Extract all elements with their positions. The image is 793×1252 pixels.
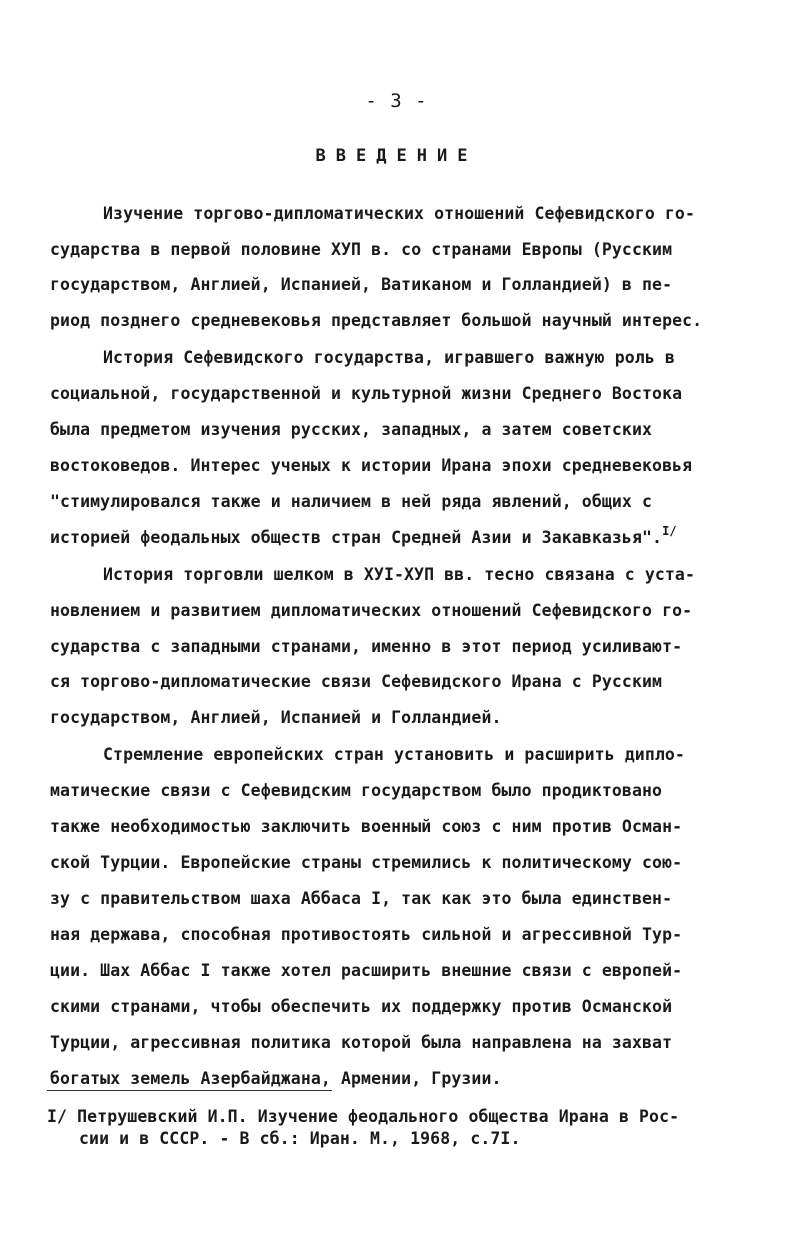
paragraph-2-line-4: востоковедов. Интерес ученых к истории Ирана эпохи средневековья: [50, 456, 693, 475]
footnote-separator: [47, 1090, 332, 1091]
paragraph-2-line-5: "стимулировался также и наличием в ней ряда явлений, общих с: [50, 492, 653, 511]
footnote-line-1: [47, 1106, 679, 1128]
paragraph-4-line-5: зу с правительством шаха Аббаса I, так как это была единствен-: [50, 889, 673, 908]
footnote-line-2: сии и в СССР. - В сб.: Иран. М., 1968, с.7I.: [79, 1129, 521, 1148]
footnote-reference: I/: [662, 524, 677, 538]
paragraph-4-line-1: Стремление европейских стран установить и расширить дипло-: [103, 745, 685, 764]
paragraph-2-line-2: социальной, государственной и культурной жизни Среднего Востока: [50, 384, 683, 403]
paragraph-4-line-2: матические связи с Сефевидским государством было продиктовано: [50, 781, 663, 800]
page-number: - 3 -: [365, 90, 428, 112]
paragraph-1-line-2: сударства в первой половине ХУП в. со странами Европы (Русским: [50, 240, 673, 259]
section-heading: ВВЕДЕНИЕ: [315, 146, 478, 166]
paragraph-4-line-8: скими странами, чтобы обеспечить их поддержку против Османской: [50, 997, 673, 1016]
footnote-marker: I/: [47, 1107, 68, 1126]
paragraph-1-line-4: риод позднего средневековья представляет большой научный интерес.: [50, 311, 703, 330]
paragraph-2-line-1: История Сефевидского государства, игравшего важную роль в: [103, 348, 675, 367]
paragraph-3-line-3: сударства с западными странами, именно в этот период усиливают-: [50, 637, 683, 656]
footnote-text-1: Петрушевский И.П. Изучение феодального общества Ирана в Рос-: [77, 1107, 680, 1126]
paragraph-1-line-3: государством, Англией, Испанией, Ватиканом и Голландией) в пе-: [50, 275, 673, 294]
paragraph-3-line-1: История торговли шелком в ХУI-ХУП вв. тесно связана с уста-: [103, 565, 695, 584]
paragraph-4-line-10: богатых земель Азербайджана, Армении, Грузии.: [50, 1069, 502, 1088]
paragraph-3-line-2: новлением и развитием дипломатических отношений Сефевидского го-: [50, 601, 693, 620]
paragraph-4-line-7: ции. Шах Аббас I также хотел расширить внешние связи с европей-: [50, 961, 683, 980]
paragraph-3-line-5: государством, Англией, Испанией и Голландией.: [50, 708, 502, 727]
paragraph-4-line-3: также необходимостью заключить военный союз с ним против Осман-: [50, 817, 683, 836]
paragraph-4-line-4: ской Турции. Европейские страны стремились к политическому сою-: [50, 853, 683, 872]
paragraph-3-line-4: ся торгово-дипломатические связи Сефевидского Ирана с Русским: [50, 672, 663, 691]
paragraph-1-line-1: Изучение торгово-дипломатических отношений Сефевидского го-: [103, 204, 695, 223]
paragraph-2-line-6-text: историей феодальных обществ стран Средней Азии и Закавказья".: [50, 528, 663, 547]
paragraph-4-line-6: ная держава, способная противостоять сильной и агрессивной Тур-: [50, 925, 683, 944]
paragraph-2-line-3: была предметом изучения русских, западных, а затем советских: [50, 420, 653, 439]
paragraph-4-line-9: Турции, агрессивная политика которой была направлена на захват: [50, 1033, 673, 1052]
paragraph-2-line-6: [50, 520, 677, 556]
